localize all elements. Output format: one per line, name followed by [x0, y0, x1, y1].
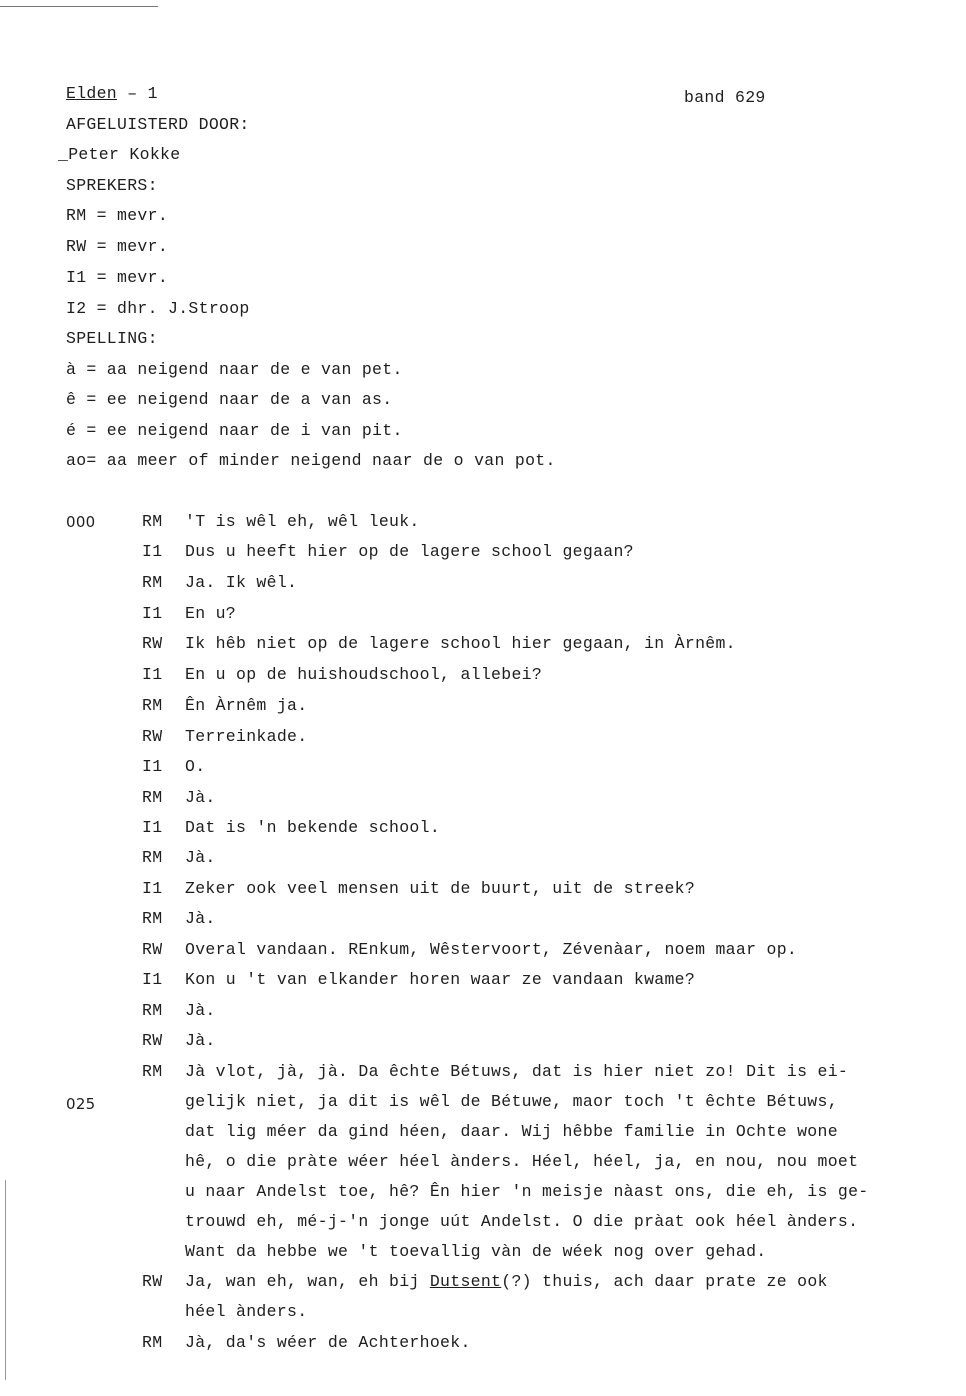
tape-number: band 629 — [684, 88, 766, 107]
spelling-entry: ao= aa meer of minder neigend naar de o van pot. — [66, 451, 556, 470]
speaker-code: I1 — [142, 879, 163, 898]
speaker-code: RW — [142, 727, 163, 746]
speaker-entry: I1 = mevr. — [66, 268, 169, 287]
place-name-underlined: Dutsent — [429, 1272, 502, 1291]
speaker-code: RW — [142, 634, 163, 653]
speaker-code: I1 — [142, 970, 163, 989]
utterance: Jà. — [185, 1031, 216, 1050]
utterance: Zeker ook veel mensen uit de buurt, uit de streek? — [185, 879, 696, 898]
spelling-entry: é = ee neigend naar de i van pit. — [66, 421, 403, 440]
utterance: En u op de huishoudschool, allebei? — [185, 665, 543, 684]
utterance: Ik hêb niet op de lagere school hier gegaan, in Àrnêm. — [185, 634, 736, 653]
speaker-code: RM — [142, 696, 163, 715]
speaker-code: RM — [142, 848, 163, 867]
speaker-code: RM — [142, 512, 163, 531]
utterance: Dus u heeft hier op de lagere school gegaan? — [185, 542, 634, 561]
time-marker-000: 000 — [66, 513, 96, 531]
utterance: 'T is wêl eh, wêl leuk. — [185, 512, 420, 531]
top-rule — [0, 6, 158, 7]
speaker-code: RM — [142, 573, 163, 592]
utterance: Jà. — [185, 909, 216, 928]
speaker-code: RW — [142, 940, 163, 959]
utterance — [185, 1272, 828, 1292]
speakers-label: SPREKERS: — [66, 176, 158, 195]
speaker-code: I1 — [142, 542, 163, 561]
utterance-rest: (?) thuis, ach daar prate ze ook — [501, 1272, 828, 1291]
speaker-code: I1 — [142, 818, 163, 837]
utterance: En u? — [185, 604, 237, 623]
utterance: Dat is 'n bekende school. — [185, 818, 441, 837]
spelling-entry: ê = ee neigend naar de a van as. — [66, 390, 393, 409]
speaker-code: RW — [142, 1272, 163, 1291]
time-marker-025: 025 — [66, 1095, 96, 1113]
margin-line — [5, 1180, 6, 1380]
utterance: Jà. — [185, 1001, 216, 1020]
utterance-continuation: gelijk niet, ja dit is wêl de Bétuwe, maor toch 't êchte Bétuws, — [185, 1092, 838, 1111]
utterance: Jà vlot, jà, jà. Da êchte Bétuws, dat is hier niet zo! Dit is ei- — [185, 1062, 849, 1081]
utterance: Kon u 't van elkander horen waar ze vandaan kwame? — [185, 970, 696, 989]
utterance-continuation: trouwd eh, mé-j-'n jonge uút Andelst. O die pràat ook héel ànders. — [185, 1212, 859, 1231]
speaker-code: I1 — [142, 665, 163, 684]
utterance: Jà. — [185, 788, 216, 807]
utterance-continuation: u naar Andelst toe, hê? Ên hier 'n meisje nàast ons, die eh, is ge- — [185, 1182, 869, 1201]
spelling-label: SPELLING: — [66, 329, 158, 348]
utterance-start: Ja, wan eh, wan, eh bij — [185, 1272, 430, 1291]
utterance-continuation: héel ànders. — [185, 1302, 308, 1321]
utterance-continuation: Want da hebbe we 't toevallig vàn de wéek nog over gehad. — [185, 1242, 767, 1261]
listener-name: _Peter Kokke — [58, 145, 181, 164]
speaker-entry: RW = mevr. — [66, 237, 169, 256]
speaker-code: RM — [142, 1001, 163, 1020]
utterance: Ja. Ik wêl. — [185, 573, 298, 592]
spelling-entry: à = aa neigend naar de e van pet. — [66, 360, 403, 379]
speaker-code: RM — [142, 1333, 163, 1352]
speaker-code: I1 — [142, 757, 163, 776]
utterance: Jà, da's wéer de Achterhoek. — [185, 1333, 471, 1352]
speaker-code: RM — [142, 1062, 163, 1081]
speaker-entry: RM = mevr. — [66, 206, 169, 225]
speaker-entry: I2 = dhr. J.Stroop — [66, 299, 250, 318]
utterance: Overal vandaan. REnkum, Wêstervoort, Zévenàar, noem maar op. — [185, 940, 798, 959]
utterance: Terreinkade. — [185, 727, 308, 746]
listened-label: AFGELUISTERD DOOR: — [66, 115, 250, 134]
speaker-code: I1 — [142, 604, 163, 623]
speaker-code: RM — [142, 909, 163, 928]
speaker-code: RW — [142, 1031, 163, 1050]
page-number: – 1 — [117, 84, 158, 103]
speaker-code: RM — [142, 788, 163, 807]
utterance-continuation: hê, o die pràte wéer héel ànders. Héel, héel, ja, en nou, nou moet — [185, 1152, 859, 1171]
utterance: Ên Àrnêm ja. — [185, 696, 308, 715]
utterance-continuation: dat lig méer da gind héen, daar. Wij hêbbe familie in Ochte wone — [185, 1122, 838, 1141]
document-header — [66, 84, 158, 104]
utterance: Jà. — [185, 848, 216, 867]
document-title: Elden — [66, 84, 118, 103]
utterance: O. — [185, 757, 206, 776]
